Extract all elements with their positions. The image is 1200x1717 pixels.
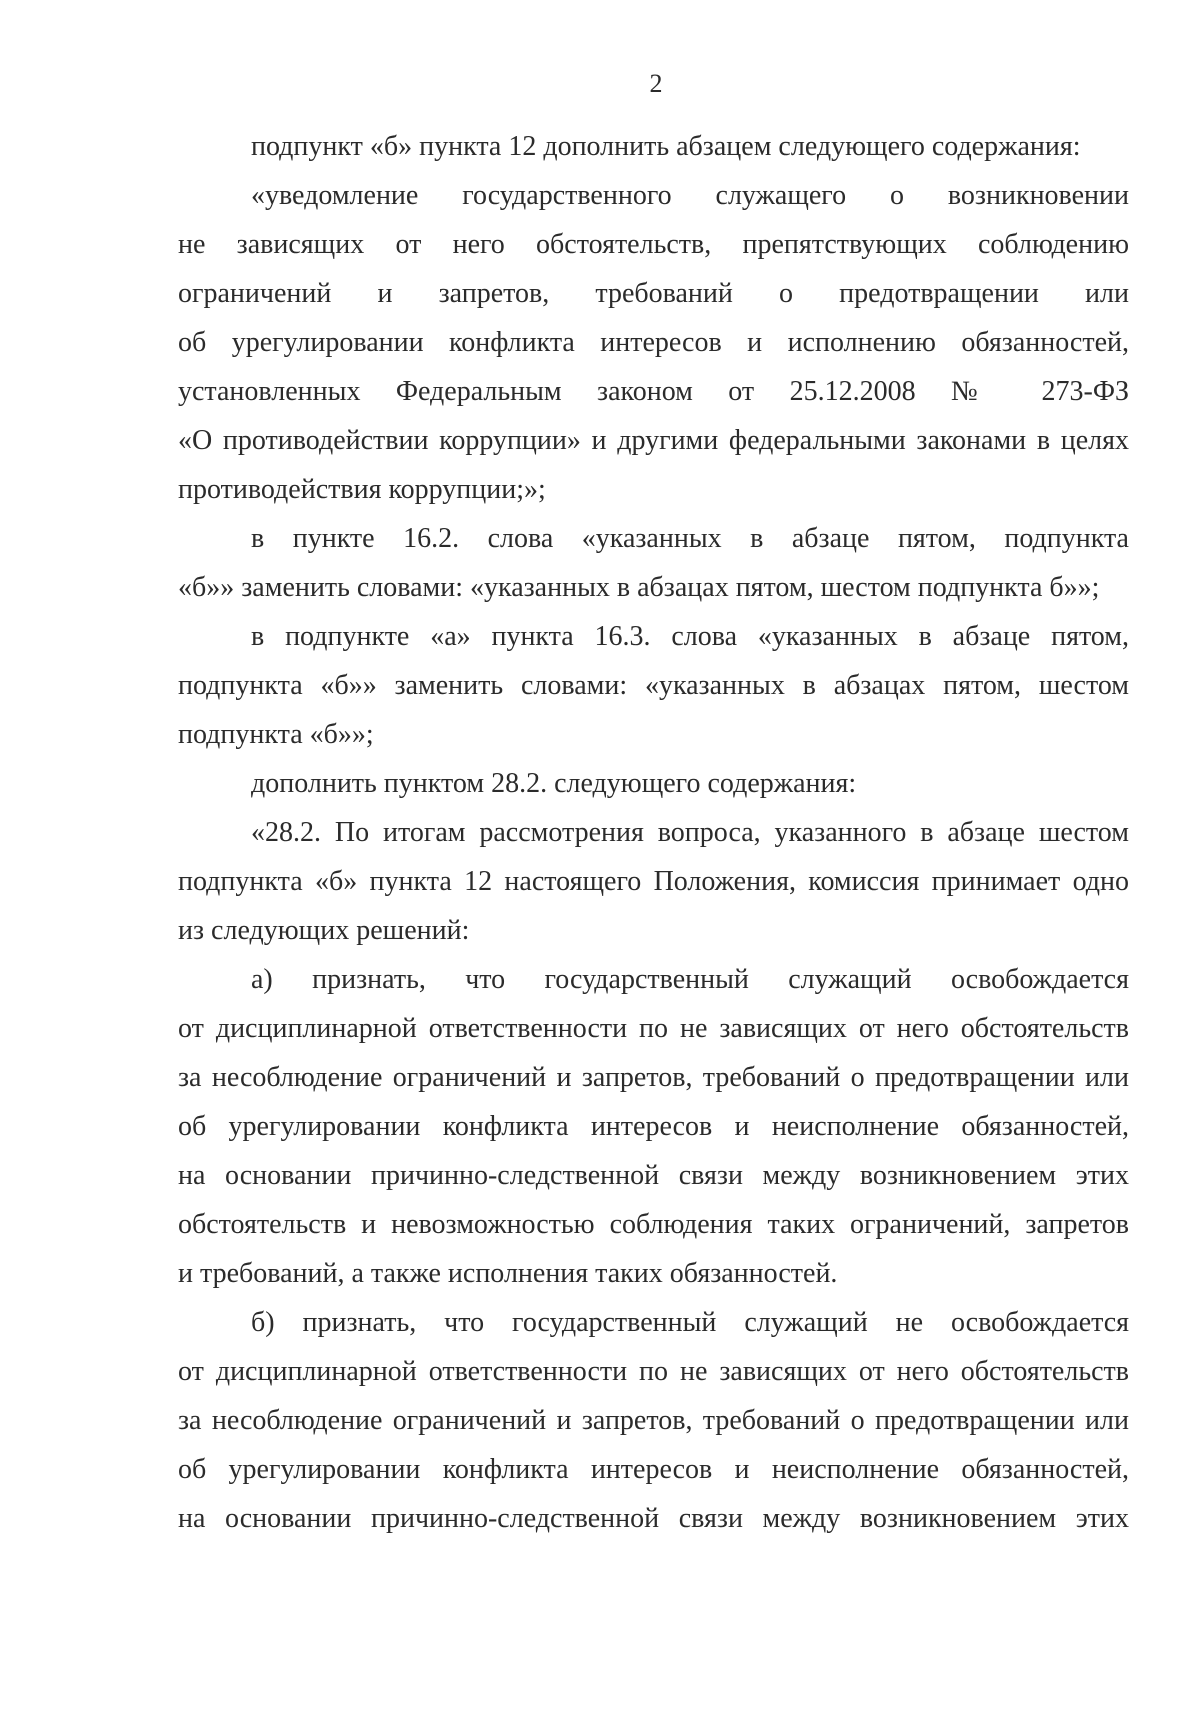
text-line: за несоблюдение ограничений и запретов, требований о предотвращении или: [178, 1062, 1129, 1093]
text-line: «уведомление государственного служащего о возникновении: [251, 180, 1129, 211]
text-line: на основании причинно-следственной связи между возникновением этих: [178, 1160, 1129, 1191]
text-line: об урегулировании конфликта интересов и неисполнение обязанностей,: [178, 1111, 1129, 1142]
text-line: противодействия коррупции;»;: [178, 474, 546, 505]
text-line: «28.2. По итогам рассмотрения вопроса, указанного в абзаце шестом: [251, 817, 1129, 848]
text-line: б) признать, что государственный служащий не освобождается: [251, 1307, 1129, 1338]
text-line: от дисциплинарной ответственности по не зависящих от него обстоятельств: [178, 1356, 1129, 1387]
text-line: за несоблюдение ограничений и запретов, требований о предотвращении или: [178, 1405, 1129, 1436]
text-line: от дисциплинарной ответственности по не зависящих от него обстоятельств: [178, 1013, 1129, 1044]
document-body: [178, 122, 1129, 1543]
text-line: ограничений и запретов, требований о предотвращении или: [178, 278, 1129, 309]
text-line: подпункта «б»»;: [178, 719, 374, 750]
text-line: в подпункте «а» пункта 16.3. слова «указанных в абзаце пятом,: [251, 621, 1129, 652]
text-line: подпункта «б»» заменить словами: «указанных в абзацах пятом, шестом: [178, 670, 1129, 701]
text-line: об урегулировании конфликта интересов и исполнению обязанностей,: [178, 327, 1129, 358]
text-line: в пункте 16.2. слова «указанных в абзаце пятом, подпункта: [251, 523, 1129, 554]
text-line: подпункта «б» пункта 12 настоящего Положения, комиссия принимает одно: [178, 866, 1129, 897]
text-line: не зависящих от него обстоятельств, препятствующих соблюдению: [178, 229, 1129, 260]
text-line: и требований, а также исполнения таких обязанностей.: [178, 1258, 838, 1289]
text-line: из следующих решений:: [178, 915, 470, 946]
text-line: обстоятельств и невозможностью соблюдения таких ограничений, запретов: [178, 1209, 1129, 1240]
text-line: дополнить пунктом 28.2. следующего содержания:: [251, 768, 857, 799]
text-line: установленных Федеральным законом от 25.12.2008 № 273-ФЗ: [178, 376, 1129, 407]
text-line: на основании причинно-следственной связи между возникновением этих: [178, 1503, 1129, 1534]
text-line: «О противодействии коррупции» и другими федеральными законами в целях: [178, 425, 1129, 456]
page-number: 2: [649, 69, 663, 98]
text-line: «б»» заменить словами: «указанных в абзацах пятом, шестом подпункта б»»;: [178, 572, 1100, 603]
text-line: а) признать, что государственный служащий освобождается: [251, 964, 1129, 995]
text-line: об урегулировании конфликта интересов и неисполнение обязанностей,: [178, 1454, 1129, 1485]
text-line: подпункт «б» пункта 12 дополнить абзацем следующего содержания:: [251, 131, 1081, 162]
